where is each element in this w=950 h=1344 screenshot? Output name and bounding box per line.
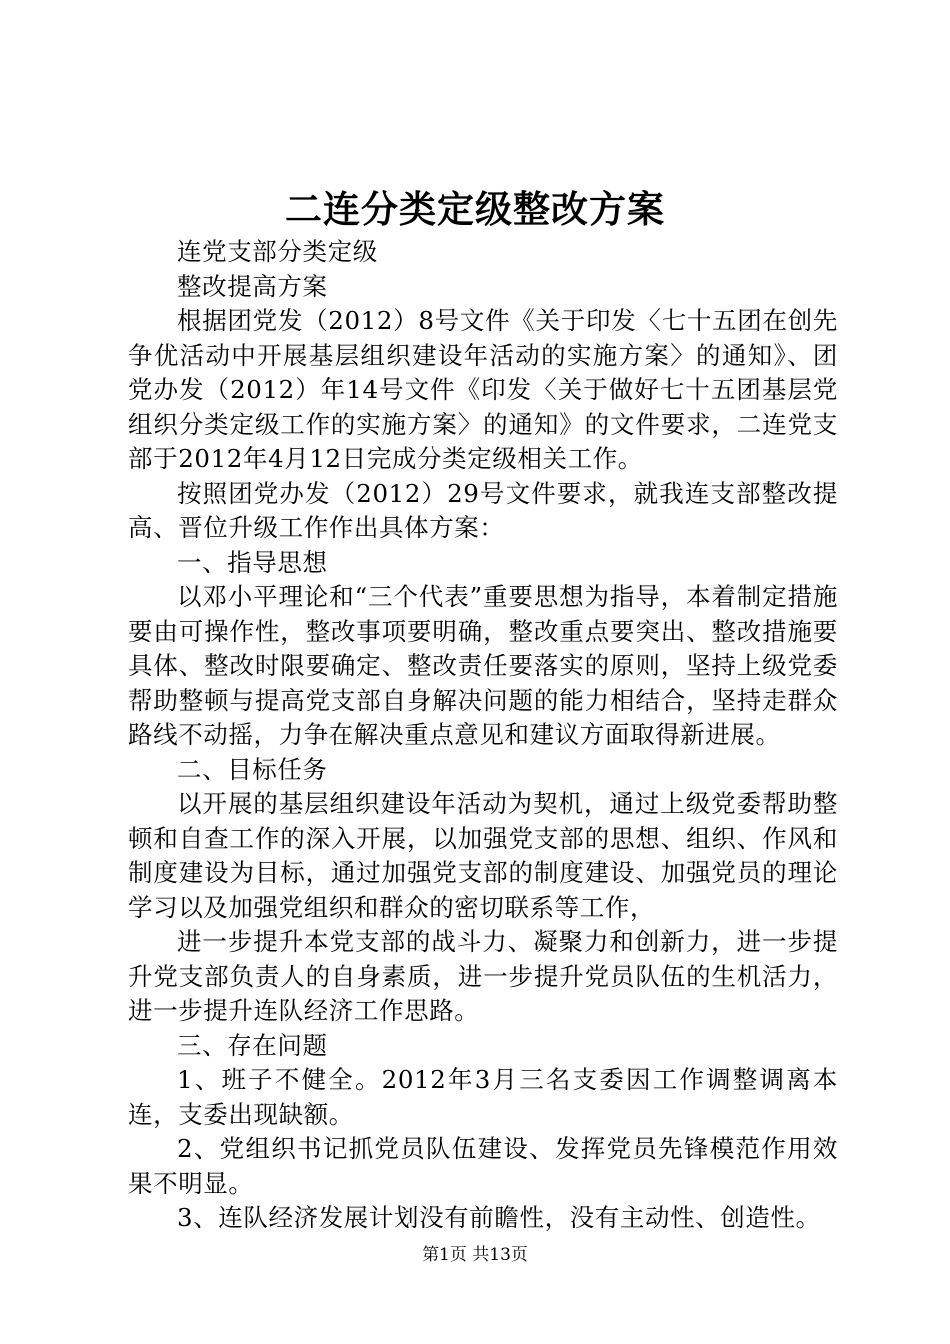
- problem-item-2: 2、党组织书记抓党员队伍建设、发挥党员先锋模范作用效果不明显。: [128, 1134, 838, 1198]
- section-heading-objectives: 二、目标任务: [177, 754, 328, 784]
- paragraph-guiding-ideology: 以邓小平理论和“三个代表”重要思想为指导，本着制定措施要由可操作性，整改事项要明确，整改重点要突出、整改措施要具体、整改时限要确定、整改责任要落实的原则，坚持上级党委帮助整顿与提高党支部自身解决问题的能力相结合，坚持走群众路线不动摇，力争在解决重点意见和建议方面取得新进展。: [128, 582, 838, 749]
- document-body: [128, 235, 838, 1236]
- paragraph-background: 根据团党发（2012）8号文件《关于印发〈七十五团在创先争优活动中开展基层组织建设年活动的实施方案〉的通知》、团党办发（2012）年14号文件《印发〈关于做好七十五团基层党组织分类定级工作的实施方案〉的通知》的文件要求，二连党支部于2012年4月12日完成分类定级相关工作。: [128, 306, 838, 473]
- section-heading-existing-problems: 三、存在问题: [177, 1030, 328, 1060]
- problem-item-1: 1、班子不健全。2012年3月三名支委因工作调整调离本连，支委出现缺额。: [128, 1065, 838, 1129]
- paragraph-subtitle-1: 连党支部分类定级: [177, 237, 378, 266]
- page-footer: 第1页 共13页: [422, 1245, 528, 1265]
- document-title: 二连分类定级整改方案: [285, 187, 665, 231]
- paragraph-basis: 按照团党办发（2012）29号文件要求，就我连支部整改提高、晋位升级工作作出具体方案：: [128, 478, 838, 542]
- paragraph-objectives: 以开展的基层组织建设年活动为契机，通过上级党委帮助整顿和自查工作的深入开展，以加强党支部的思想、组织、作风和制度建设为目标，通过加强党支部的制度建设、加强党员的理论学习以及加强党组织和群众的密切联系等工作，: [128, 789, 838, 922]
- problem-item-3: 3、连队经济发展计划没有前瞻性，没有主动性、创造性。: [177, 1203, 821, 1232]
- paragraph-objectives-continued: 进一步提升本党支部的战斗力、凝聚力和创新力，进一步提升党支部负责人的自身素质，进一步提升党员队伍的生机活力，进一步提升连队经济工作思路。: [128, 927, 838, 1025]
- paragraph-subtitle-2: 整改提高方案: [177, 271, 328, 301]
- section-heading-guiding-ideology: 一、指导思想: [177, 547, 328, 577]
